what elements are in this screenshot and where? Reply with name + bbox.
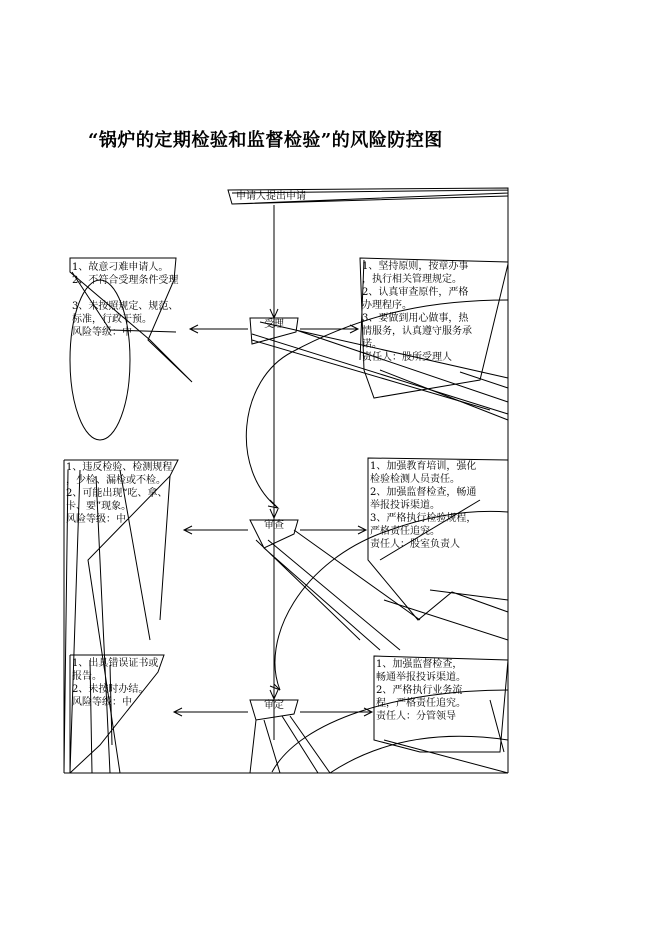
feedback-curve-4 [330, 736, 508, 773]
risk-line: 2、未按时办结。 [72, 684, 149, 695]
node-accept: 受理 [264, 319, 284, 330]
control-line: 3、要做到用心做事，热 [362, 313, 469, 324]
control-line: 严格责任追究。 [370, 526, 440, 537]
node-decide: 审定 [264, 700, 284, 711]
control-line: 诺。 [362, 339, 382, 350]
control-responsible: 责任人：股所受理人 [362, 352, 452, 363]
control-responsible: 责任人：分管领导 [376, 711, 456, 722]
control-line: 情服务，认真遵守服务承 [362, 326, 472, 337]
control-line: 检验检测人员责任。 [370, 474, 460, 485]
risk-line [72, 287, 178, 300]
risk-line: 标准，行政干预。 [72, 314, 152, 325]
page-title: “锅炉的定期检验和监督检验”的风险防控图 [88, 130, 443, 151]
control-line: 3、严格执行检验规程， [370, 513, 477, 524]
risk-level: 风险等级：中 [72, 327, 132, 338]
risk-line: 2、不符合受理条件受理 [72, 275, 179, 286]
control-line: 办理程序。 [362, 300, 412, 311]
risk-box-review [66, 461, 172, 526]
control-line: 1、坚持原则，按章办事 [362, 261, 469, 272]
decide-box-shape [250, 700, 330, 773]
node-apply: 申请人提出申请 [236, 191, 306, 202]
risk-line: 1、违反检验、检测规程 [66, 462, 173, 473]
control-line: 程，严格责任追究。 [376, 698, 466, 709]
risk-line: 1、故意刁难申请人。 [72, 262, 169, 273]
control-line: 2、严格执行业务流 [376, 685, 463, 696]
risk-line: ，少检、漏检或不检。 [66, 475, 166, 486]
control-line: 2、加强监督检查，畅通 [370, 487, 477, 498]
control-line: 2、认真审查原件，严格 [362, 287, 469, 298]
risk-line: 2、可能出现“吃、拿、 [66, 488, 168, 499]
control-line: 1、加强监督检查， [376, 659, 463, 670]
risk-line: 报告。 [72, 671, 102, 682]
risk-line: 1、出具错误证书或 [72, 658, 159, 669]
risk-level: 风险等级：中 [72, 697, 132, 708]
control-box-decide [376, 658, 466, 723]
control-responsible: 责任人：股室负责人 [370, 539, 460, 550]
risk-level: 风险等级：中 [66, 514, 126, 525]
control-line: ，执行相关管理规定。 [362, 274, 462, 285]
node-review: 审查 [264, 520, 284, 531]
control-box-review [370, 460, 476, 551]
risk-line: 卡、要”现象。 [66, 501, 132, 512]
risk-box-accept [72, 261, 178, 339]
risk-line: 3、未按照规定、规范、 [72, 301, 179, 312]
control-line: 畅通举报投诉渠道。 [376, 672, 466, 683]
risk-box-decide [72, 657, 158, 709]
control-line: 举报投诉渠道。 [370, 500, 440, 511]
control-line: 1、加强教育培训，强化 [370, 461, 477, 472]
control-box-accept [362, 260, 472, 364]
